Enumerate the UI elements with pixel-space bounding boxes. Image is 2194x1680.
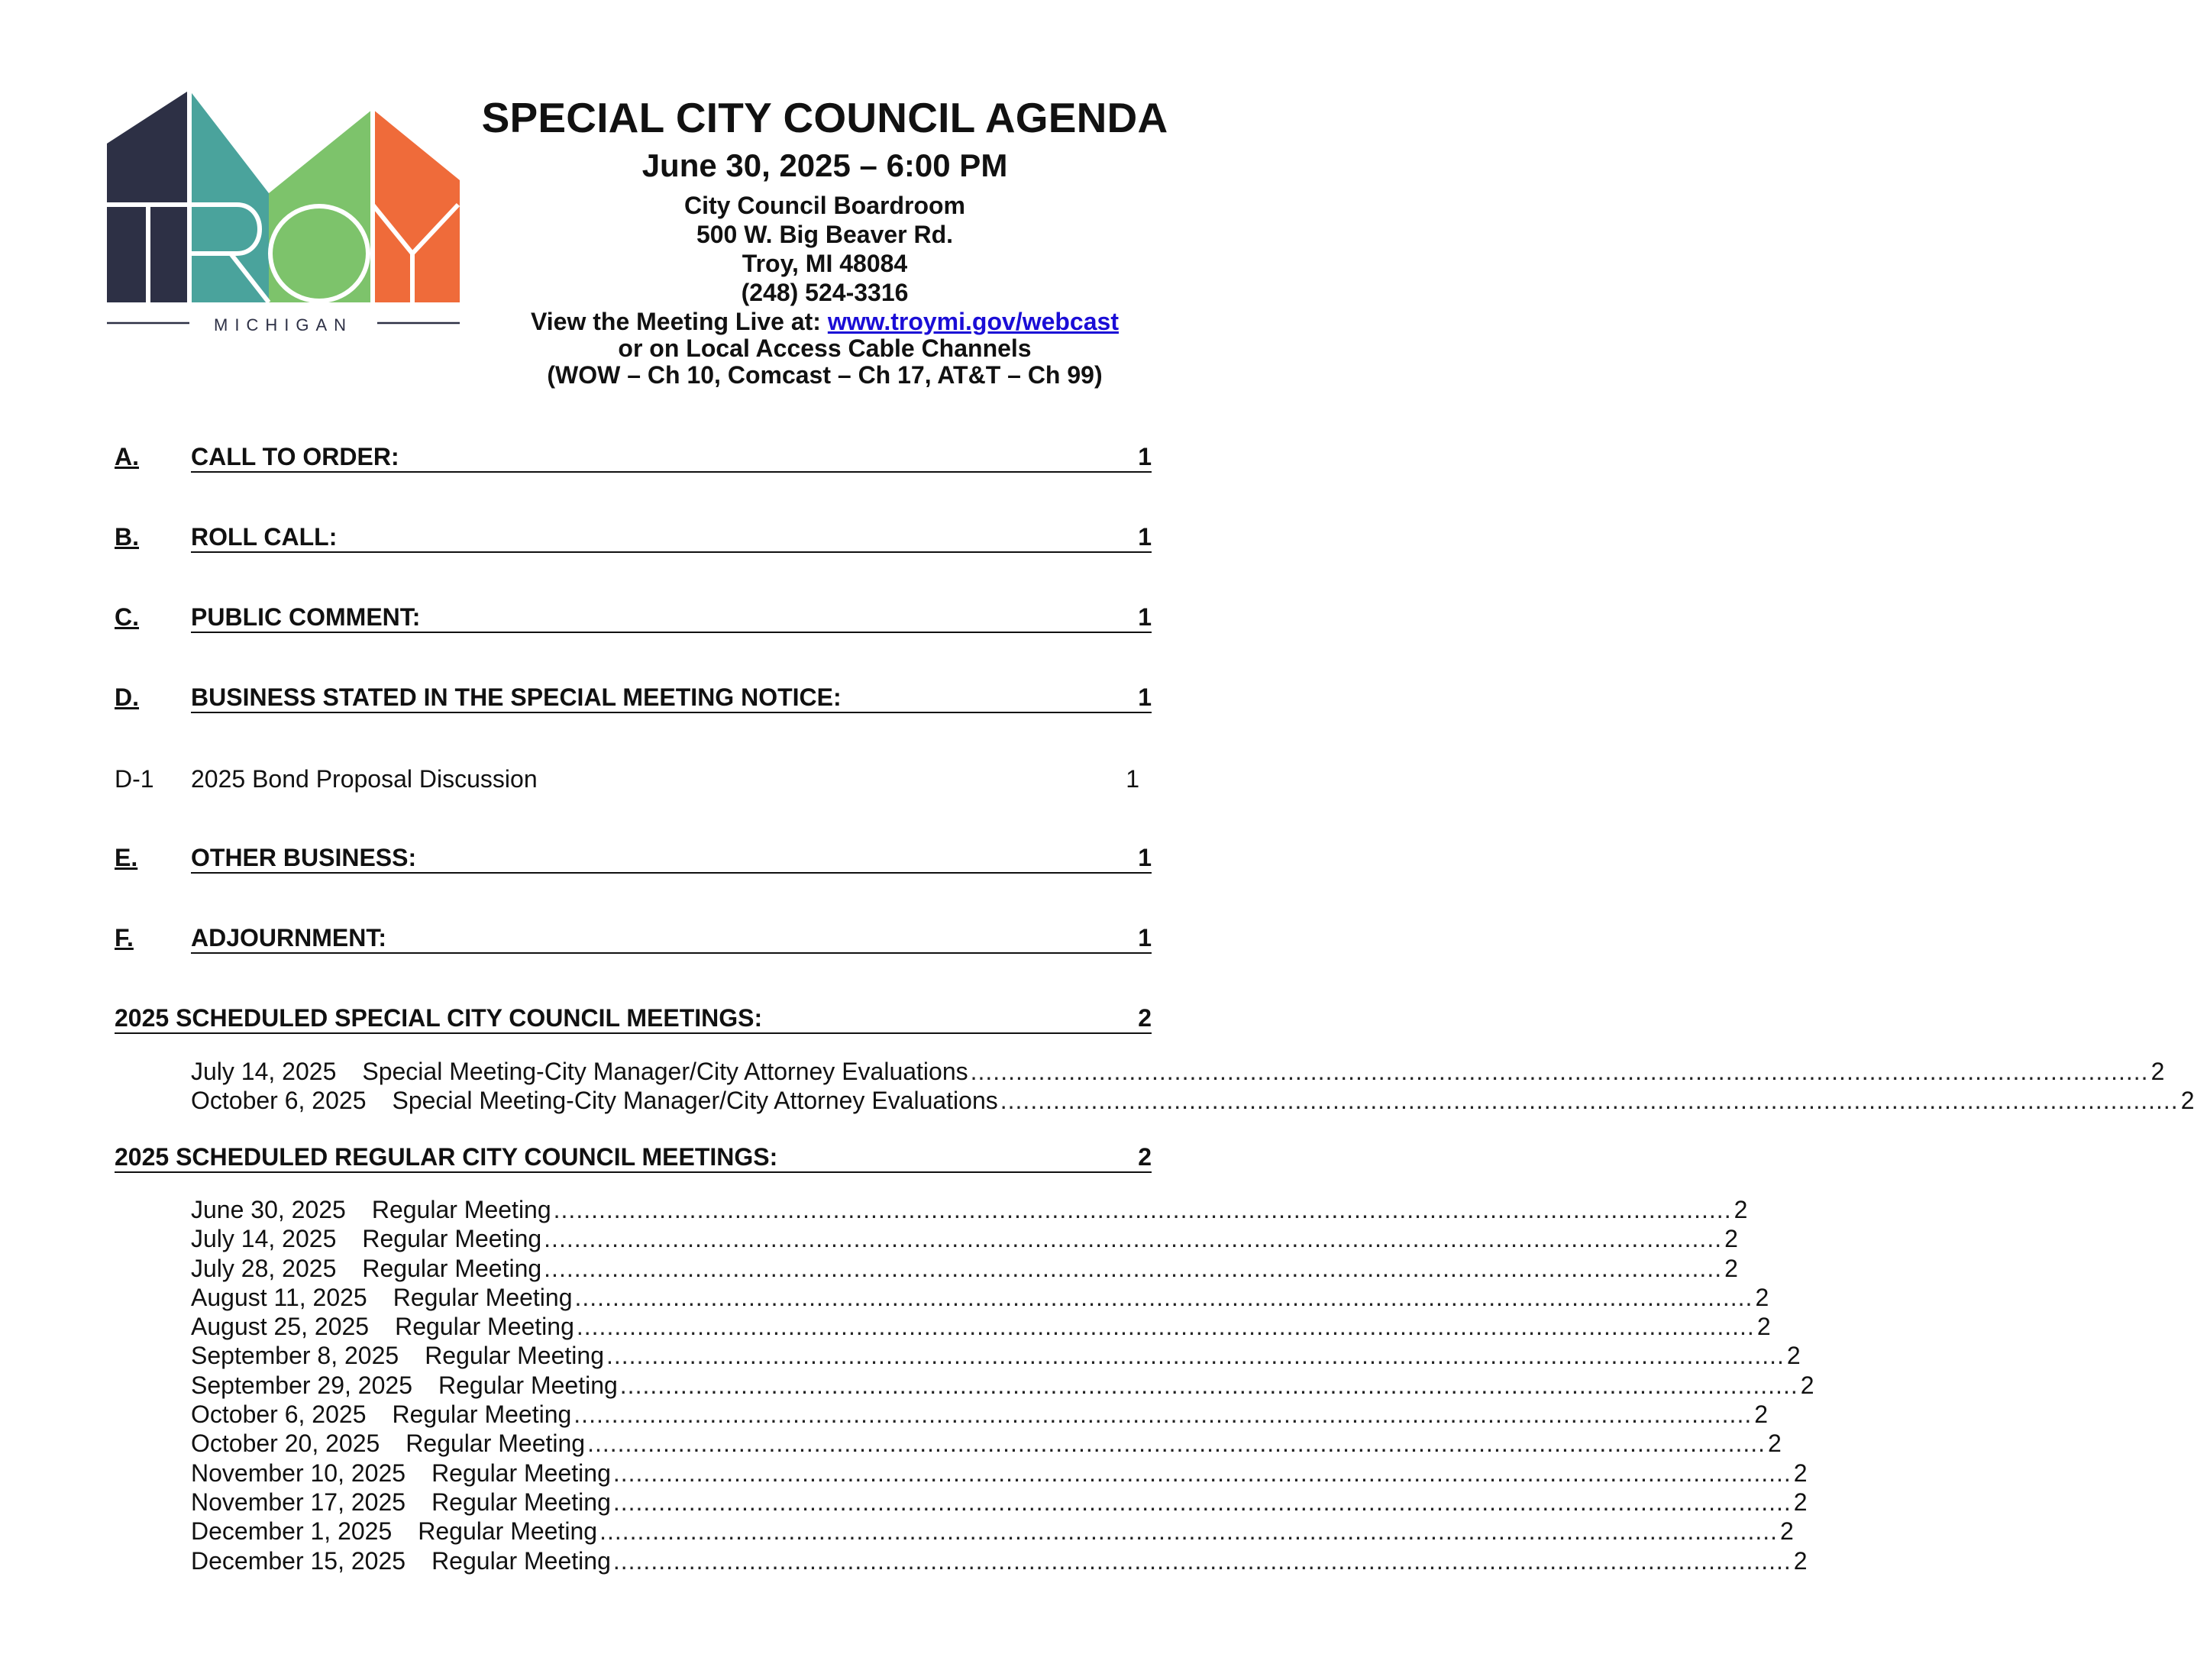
meeting-date: October 20, 2025: [191, 1430, 380, 1458]
section-page: 1: [1138, 683, 1152, 711]
section-underline: [191, 632, 1152, 633]
section-underline: [191, 952, 1152, 954]
section-call-to-order: [115, 440, 1152, 477]
meeting-date: October 6, 2025: [191, 1401, 367, 1429]
regular-meetings-list: [191, 1195, 1814, 1575]
meeting-date: November 10, 2025: [191, 1459, 406, 1487]
meeting-page: 2: [1780, 1517, 1794, 1546]
leader-dots: ............................................................................................................................................................: [574, 1283, 1753, 1311]
meeting-page: 2: [1734, 1196, 1748, 1223]
list-item: [191, 1057, 2165, 1086]
section-business: [115, 680, 1152, 717]
meeting-page: 2: [1793, 1488, 1808, 1516]
leader-dots: ............................................................................................................................................................: [612, 1488, 1792, 1516]
section-label: BUSINESS STATED IN THE SPECIAL MEETING NOTICE:: [191, 683, 842, 711]
meeting-type: Regular Meeting: [371, 1196, 551, 1223]
logo-teal-block: [189, 90, 269, 302]
list-item: [191, 1371, 1814, 1400]
meeting-type: Regular Meeting: [406, 1430, 586, 1458]
meeting-page: 2: [1786, 1342, 1801, 1370]
list-item: [191, 1517, 1794, 1546]
meeting-page: 2: [1793, 1546, 1808, 1575]
leader-dots: ............................................................................................................................................................: [587, 1430, 1766, 1458]
section-public-comment: [115, 600, 1152, 637]
meeting-page: 2: [1755, 1283, 1769, 1311]
meeting-date: August 11, 2025: [191, 1283, 367, 1311]
section-underline: [115, 1032, 1152, 1034]
section-underline: [191, 551, 1152, 553]
leader-dots: ............................................................................................................................................................: [574, 1401, 1753, 1429]
webcast-link[interactable]: www.troymi.gov/webcast: [827, 308, 1119, 335]
section-other-business: [115, 841, 1152, 877]
meeting-type: Regular Meeting: [362, 1254, 542, 1282]
section-underline: [115, 1171, 1152, 1173]
section-letter: B.: [115, 523, 139, 551]
section-roll-call: [115, 520, 1152, 557]
meeting-type: Regular Meeting: [418, 1517, 598, 1546]
item-number: D-1: [115, 765, 154, 793]
section-page: 1: [1138, 523, 1152, 551]
meeting-type: Regular Meeting: [438, 1371, 618, 1399]
meeting-page: 2: [2150, 1058, 2165, 1085]
meeting-date: July 14, 2025: [191, 1058, 337, 1085]
section-label: 2025 SCHEDULED REGULAR CITY COUNCIL MEETINGS:: [115, 1143, 778, 1171]
leader-dots: ............................................................................................................................................................: [612, 1546, 1792, 1575]
meeting-date: October 6, 2025: [191, 1087, 367, 1115]
section-page: 1: [1138, 443, 1152, 470]
meeting-date: July 28, 2025: [191, 1254, 337, 1282]
logo-subtext: MICHIGAN: [214, 315, 353, 334]
list-item: [191, 1283, 1769, 1312]
location-room: City Council Boardroom: [683, 192, 965, 219]
leader-dots: ............................................................................................................................................................: [1000, 1087, 2179, 1115]
leader-dots: ............................................................................................................................................................: [619, 1371, 1798, 1399]
section-label: OTHER BUSINESS:: [191, 844, 417, 871]
meeting-page: 2: [1768, 1430, 1782, 1458]
page-title: SPECIAL CITY COUNCIL AGENDA: [481, 94, 1168, 141]
troy-michigan-logo: [107, 90, 460, 334]
list-item: [191, 1086, 2194, 1115]
list-item: [191, 1459, 1808, 1488]
list-item: [191, 1488, 1808, 1517]
section-letter: D.: [115, 683, 139, 711]
section-label: 2025 SCHEDULED SPECIAL CITY COUNCIL MEETINGS:: [115, 1004, 763, 1032]
special-meetings-list: [191, 1057, 2194, 1116]
meeting-page: 2: [1800, 1371, 1814, 1399]
meeting-type: Regular Meeting: [393, 1283, 573, 1311]
meeting-page: 2: [1754, 1401, 1769, 1429]
meeting-date: September 29, 2025: [191, 1371, 412, 1399]
meeting-page: 2: [1756, 1313, 1771, 1341]
logo-orange-block: [373, 109, 460, 302]
meeting-date: June 30, 2025: [191, 1196, 346, 1223]
meeting-type: Special Meeting-City Manager/City Attorney Evaluations: [392, 1087, 998, 1115]
meeting-page: 2: [1724, 1225, 1738, 1253]
section-page: 2: [1138, 1143, 1152, 1171]
list-item: [191, 1341, 1801, 1370]
leader-dots: ............................................................................................................................................................: [599, 1517, 1778, 1546]
cable-line: or on Local Access Cable Channels: [618, 334, 1032, 362]
webcast-line: [473, 307, 1176, 336]
meeting-type: Regular Meeting: [431, 1546, 611, 1575]
meeting-type: Regular Meeting: [425, 1342, 604, 1370]
meeting-type: Regular Meeting: [392, 1401, 572, 1429]
list-item: [191, 1312, 1771, 1341]
leader-dots: ............................................................................................................................................................: [970, 1058, 2149, 1085]
leader-dots: ............................................................................................................................................................: [544, 1225, 1723, 1253]
section-label: ADJOURNMENT:: [191, 924, 386, 951]
section-label: CALL TO ORDER:: [191, 443, 399, 470]
phone-number: (248) 524-3316: [741, 279, 909, 306]
meeting-date: July 14, 2025: [191, 1225, 337, 1253]
item-page: 1: [1126, 765, 1139, 793]
meeting-date: December 1, 2025: [191, 1517, 393, 1546]
regular-meetings-heading: [115, 1140, 1152, 1177]
meeting-date-time: June 30, 2025 – 6:00 PM: [641, 147, 1008, 183]
meeting-page: 2: [1724, 1254, 1738, 1282]
meeting-date: August 25, 2025: [191, 1313, 370, 1341]
section-adjournment: [115, 921, 1152, 958]
list-item: [191, 1195, 1748, 1224]
webcast-prefix: View the Meeting Live at:: [531, 308, 828, 335]
meeting-page: 2: [1793, 1459, 1808, 1487]
meeting-date: December 15, 2025: [191, 1546, 406, 1575]
section-letter: A.: [115, 443, 139, 470]
leader-dots: ............................................................................................................................................................: [576, 1313, 1755, 1341]
special-meetings-heading: [115, 1001, 1152, 1038]
section-underline: [191, 471, 1152, 473]
section-page: 1: [1138, 603, 1152, 631]
meeting-type: Special Meeting-City Manager/City Attorney Evaluations: [362, 1058, 968, 1085]
list-item: [191, 1429, 1782, 1458]
section-page: 1: [1138, 924, 1152, 951]
meeting-type: Regular Meeting: [431, 1488, 611, 1516]
meeting-type: Regular Meeting: [362, 1225, 542, 1253]
leader-dots: ............................................................................................................................................................: [606, 1342, 1785, 1370]
meeting-page: 2: [2180, 1087, 2194, 1115]
list-item: [191, 1254, 1738, 1283]
section-letter: C.: [115, 603, 139, 631]
item-label: 2025 Bond Proposal Discussion: [191, 765, 538, 793]
meeting-type: Regular Meeting: [395, 1313, 574, 1341]
meeting-type: Regular Meeting: [431, 1459, 611, 1487]
leader-dots: ............................................................................................................................................................: [612, 1459, 1792, 1487]
leader-dots: ............................................................................................................................................................: [544, 1254, 1723, 1282]
address-street: 500 W. Big Beaver Rd.: [696, 221, 954, 248]
section-label: PUBLIC COMMENT:: [191, 603, 421, 631]
section-label: ROLL CALL:: [191, 523, 338, 551]
meeting-date: November 17, 2025: [191, 1488, 406, 1516]
section-underline: [191, 712, 1152, 713]
section-letter: F.: [115, 924, 134, 951]
section-page: 1: [1138, 844, 1152, 871]
section-page: 2: [1138, 1004, 1152, 1032]
meeting-date: September 8, 2025: [191, 1342, 399, 1370]
list-item: [191, 1224, 1738, 1253]
agenda-item-d1: [115, 762, 1152, 796]
section-letter: E.: [115, 844, 138, 871]
list-item: [191, 1546, 1808, 1575]
list-item: [191, 1400, 1769, 1429]
address-city: Troy, MI 48084: [742, 250, 908, 277]
leader-dots: ............................................................................................................................................................: [553, 1196, 1732, 1223]
cable-channels: (WOW – Ch 10, Comcast – Ch 17, AT&T – Ch 99): [547, 361, 1103, 389]
section-underline: [191, 872, 1152, 874]
